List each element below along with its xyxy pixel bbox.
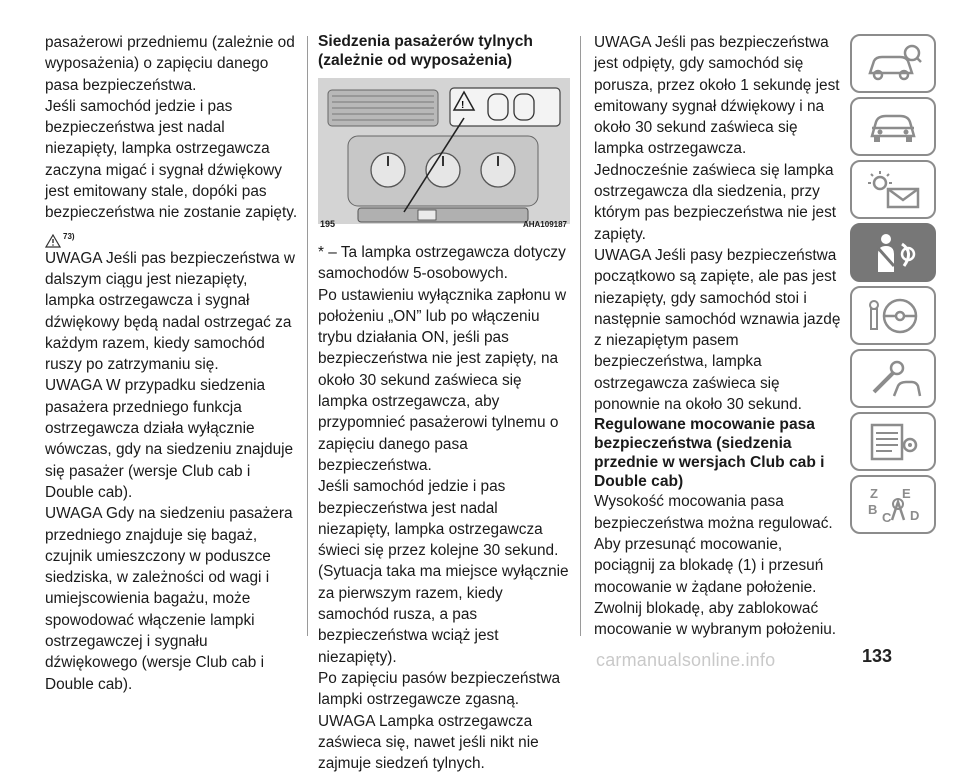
paragraph: Wysokość mocowania pasa bezpieczeństwa można regulować. Aby przesunąć mocowanie, pociągnij za blokadę (1) i przesuń mocowanie w żądane położenie. Zwolnij blokadę, aby zablokować mocowanie w wybranym położeniu. xyxy=(594,493,837,639)
index-alphabet-icon xyxy=(864,484,922,526)
text-column-3 xyxy=(594,32,844,640)
tab-technical-data[interactable] xyxy=(850,412,936,471)
paragraph: UWAGA Lampka ostrzegawcza zaświeca się, nawet jeśli nikt nie zajmuje siedzeń tylnych. xyxy=(318,712,539,773)
paragraph: UWAGA W przypadku siedzenia pasażera przedniego funkcja ostrzegawcza działa wyłącznie wówczas, gdy na siedzeniu znajduje się pasażer (wersje Club cab i Double cab). xyxy=(45,377,294,501)
car-info-icon xyxy=(864,43,922,85)
seatbelt-airbag-icon xyxy=(864,232,922,274)
paragraph: UWAGA Jeśli pas bezpieczeństwa jest odpięty, gdy samochód się porusza, przez około 1 sekundę jest emitowany sygnał dźwiękowy i na około 30 sekund zaświeca się lampka ostrzegawcza. Jednocześnie zaświeca się lampka ostrzegawcza dla siedzenia, przy którym pas bezpieczeństwa nie jest zapięty. xyxy=(594,34,840,243)
wrench-car-icon xyxy=(864,358,922,400)
warning-triangle-icon xyxy=(45,234,61,248)
index-letter: E xyxy=(902,485,911,501)
index-letter: D xyxy=(910,507,920,523)
paragraph: UWAGA Jeśli pasy bezpieczeństwa początkowo są zapięte, ale pas jest niezapięty, gdy samochód stoi i następnie samochód wznawia jazdę z niezapiętym pasem bezpieczeństwa, lampka ostrzegawcza zaświeca się ponownie na około 30 sekund. xyxy=(594,246,841,414)
text-column-2 xyxy=(318,32,573,774)
lights-message-icon xyxy=(864,169,922,211)
key-steering-icon xyxy=(864,295,922,337)
text-column-1 xyxy=(45,32,300,695)
watermark: carmanualsonline.info xyxy=(596,650,776,670)
tab-index[interactable] xyxy=(850,475,936,534)
figure-number: 195 xyxy=(320,218,336,229)
section-heading: Siedzenia pasażerów tylnych (zależnie od wyposażenia) xyxy=(318,33,533,69)
technical-data-icon xyxy=(864,421,922,463)
paragraph: Po ustawieniu wyłącznika zapłonu w położeniu „ON” lub po włączeniu trybu działania ON, jeśli pas bezpieczeństwa nie jest zapięty, na około 30 sekund zaświeca się lampka ostrzegawcza, aby przypomnieć pasażerowi tylnemu o zapięciu danego pasa bezpieczeństwa. xyxy=(318,286,567,474)
warning-reference xyxy=(45,224,300,248)
section-heading: Regulowane mocowanie pasa bezpieczeństwa (siedzenia przednie w wersjach Club cab i Double cab) xyxy=(594,416,825,491)
figure-code: AHA109187 xyxy=(522,219,567,229)
tab-car-front[interactable] xyxy=(850,97,936,156)
tab-safety[interactable] xyxy=(850,223,936,282)
tab-starting-driving[interactable] xyxy=(850,286,936,345)
index-letter: B xyxy=(868,501,878,517)
page-number: 133 xyxy=(862,646,893,666)
warning-ref-number: 73) xyxy=(63,232,75,242)
paragraph: Jeśli samochód jedzie i pas bezpieczeństwa jest nadal niezapięty, lampka ostrzegawcza zaczyna migać i sygnał dźwiękowy jest emitowany stale, dopóki pas bezpieczeństwa nie zostanie zapięty. xyxy=(45,97,298,222)
svg-text:!: ! xyxy=(461,100,465,111)
column-divider xyxy=(580,36,581,636)
column-divider xyxy=(307,36,308,636)
tab-maintenance[interactable] xyxy=(850,349,936,408)
tab-car-info[interactable] xyxy=(850,34,936,93)
tab-lights-messages[interactable] xyxy=(850,160,936,219)
index-letter: C xyxy=(882,509,892,525)
paragraph: Jeśli samochód jedzie i pas bezpieczeństwa jest nadal niezapięty, lampka ostrzegawcza świeci się przez kolejne 30 sekund. (Sytuacja taka ma miejsce wyłącznie za pierwszym razem, kiedy samochód rusza, a pas bezpieczeństwa wciąż jest niezapięty). xyxy=(318,478,569,666)
paragraph: Po zapięciu pasów bezpieczeństwa lampki ostrzegawcze zgasną. xyxy=(318,669,561,709)
paragraph: UWAGA Jeśli pas bezpieczeństwa w dalszym ciągu jest niezapięty, lampka ostrzegawcza i sygnał dźwiękowy będą nadal ostrzegać za każdym razem, kiedy samochód ruszy po zatrzymaniu się. xyxy=(45,249,296,374)
paragraph: UWAGA Gdy na siedzeniu pasażera przedniego znajduje się bagaż, czujnik umieszczony w poduszce siedziska, w zależności od wagi i umiejscowienia bagażu, może spowodować włączenie lampki ostrzegawczej i sygnału dźwiękowego (wersje Club cab i Double cab). xyxy=(45,505,293,693)
car-front-icon xyxy=(864,106,922,148)
paragraph: * – Ta lampka ostrzegawcza dotyczy samochodów 5-osobowych. xyxy=(318,244,566,283)
dashboard-figure xyxy=(318,78,570,238)
paragraph: pasażerowi przedniemu (zależnie od wyposażenia) o zapięciu danego pasa bezpieczeństwa. xyxy=(45,34,295,94)
index-letter: Z xyxy=(870,485,878,501)
chapter-tabs xyxy=(850,34,940,538)
